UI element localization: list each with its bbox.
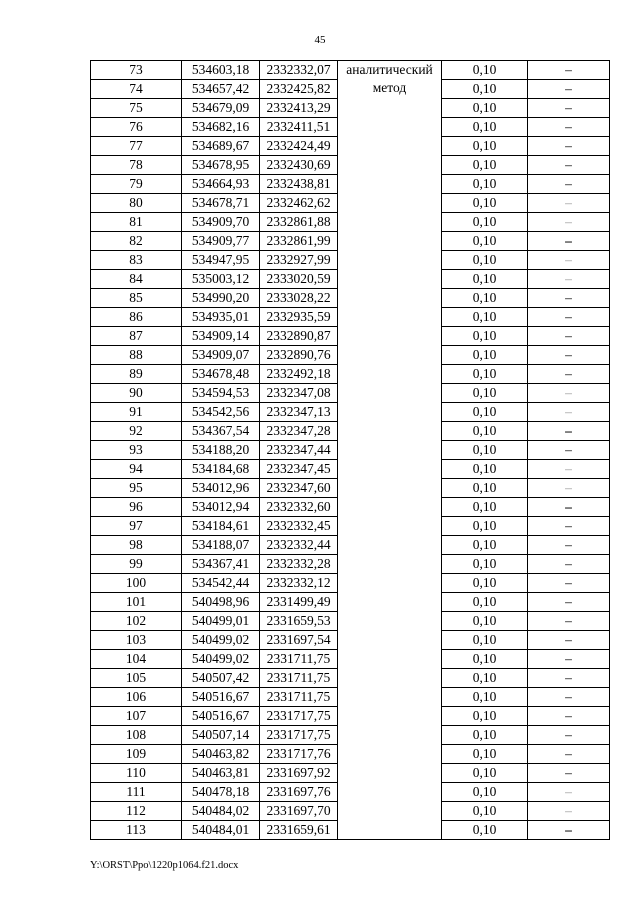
description-cell: – [528,213,610,232]
description-cell: – [528,498,610,517]
description-cell: – [528,441,610,460]
file-path-footer: Y:\ORST\Ppo\1220p1064.f21.docx [90,860,239,871]
description-cell: – [528,403,610,422]
accuracy-cell: 0,10 [442,327,528,346]
description-cell: – [528,232,610,251]
point-number-cell: 76 [91,118,182,137]
y-coordinate-cell: 2332332,45 [260,517,338,536]
accuracy-cell: 0,10 [442,650,528,669]
y-coordinate-cell: 2332438,81 [260,175,338,194]
method-cell [338,61,442,840]
x-coordinate-cell: 540498,96 [182,593,260,612]
x-coordinate-cell: 540463,82 [182,745,260,764]
accuracy-cell: 0,10 [442,593,528,612]
accuracy-cell: 0,10 [442,251,528,270]
accuracy-cell: 0,10 [442,821,528,840]
y-coordinate-cell: 2331717,75 [260,707,338,726]
y-coordinate-cell: 2331717,76 [260,745,338,764]
point-number-cell: 92 [91,422,182,441]
point-number-cell: 95 [91,479,182,498]
method-text-line: метод [372,80,407,95]
x-coordinate-cell: 540499,02 [182,650,260,669]
point-number-cell: 83 [91,251,182,270]
accuracy-cell: 0,10 [442,99,528,118]
accuracy-cell: 0,10 [442,270,528,289]
point-number-cell: 111 [91,783,182,802]
accuracy-cell: 0,10 [442,346,528,365]
table-row [91,61,610,80]
y-coordinate-cell: 2332861,88 [260,213,338,232]
x-coordinate-cell: 540516,67 [182,688,260,707]
accuracy-cell: 0,10 [442,631,528,650]
description-cell: – [528,650,610,669]
point-number-cell: 113 [91,821,182,840]
y-coordinate-cell: 2331659,61 [260,821,338,840]
point-number-cell: 109 [91,745,182,764]
x-coordinate-cell: 534367,41 [182,555,260,574]
x-coordinate-cell: 540484,02 [182,802,260,821]
point-number-cell: 74 [91,80,182,99]
description-cell: – [528,555,610,574]
x-coordinate-cell: 540507,42 [182,669,260,688]
y-coordinate-cell: 2332347,60 [260,479,338,498]
point-number-cell: 73 [91,61,182,80]
x-coordinate-cell: 534678,71 [182,194,260,213]
y-coordinate-cell: 2332332,07 [260,61,338,80]
y-coordinate-cell: 2332347,44 [260,441,338,460]
description-cell: – [528,517,610,536]
point-number-cell: 91 [91,403,182,422]
point-number-cell: 88 [91,346,182,365]
point-number-cell: 90 [91,384,182,403]
description-cell: – [528,783,610,802]
x-coordinate-cell: 534188,20 [182,441,260,460]
y-coordinate-cell: 2332413,29 [260,99,338,118]
accuracy-cell: 0,10 [442,460,528,479]
x-coordinate-cell: 540516,67 [182,707,260,726]
coordinates-table [90,60,610,840]
point-number-cell: 81 [91,213,182,232]
y-coordinate-cell: 2332430,69 [260,156,338,175]
y-coordinate-cell: 2332347,28 [260,422,338,441]
point-number-cell: 87 [91,327,182,346]
accuracy-cell: 0,10 [442,498,528,517]
description-cell: – [528,726,610,745]
x-coordinate-cell: 534657,42 [182,80,260,99]
description-cell: – [528,80,610,99]
accuracy-cell: 0,10 [442,536,528,555]
accuracy-cell: 0,10 [442,403,528,422]
x-coordinate-cell: 534990,20 [182,289,260,308]
accuracy-cell: 0,10 [442,384,528,403]
accuracy-cell: 0,10 [442,422,528,441]
y-coordinate-cell: 2331711,75 [260,650,338,669]
y-coordinate-cell: 2331697,54 [260,631,338,650]
description-cell: – [528,745,610,764]
y-coordinate-cell: 2332332,28 [260,555,338,574]
x-coordinate-cell: 534678,95 [182,156,260,175]
y-coordinate-cell: 2332890,76 [260,346,338,365]
page-number: 45 [314,34,326,46]
point-number-cell: 97 [91,517,182,536]
accuracy-cell: 0,10 [442,479,528,498]
x-coordinate-cell: 534909,77 [182,232,260,251]
y-coordinate-cell: 2331697,70 [260,802,338,821]
description-cell: – [528,631,610,650]
x-coordinate-cell: 534603,18 [182,61,260,80]
description-cell: – [528,384,610,403]
point-number-cell: 80 [91,194,182,213]
y-coordinate-cell: 2332492,18 [260,365,338,384]
x-coordinate-cell: 534012,94 [182,498,260,517]
accuracy-cell: 0,10 [442,612,528,631]
point-number-cell: 93 [91,441,182,460]
accuracy-cell: 0,10 [442,365,528,384]
accuracy-cell: 0,10 [442,441,528,460]
y-coordinate-cell: 2333028,22 [260,289,338,308]
description-cell: – [528,175,610,194]
description-cell: – [528,593,610,612]
point-number-cell: 99 [91,555,182,574]
x-coordinate-cell: 534188,07 [182,536,260,555]
x-coordinate-cell: 534184,61 [182,517,260,536]
point-number-cell: 103 [91,631,182,650]
description-cell: – [528,479,610,498]
description-cell: – [528,137,610,156]
description-cell: – [528,99,610,118]
accuracy-cell: 0,10 [442,726,528,745]
description-cell: – [528,251,610,270]
description-cell: – [528,270,610,289]
x-coordinate-cell: 534678,48 [182,365,260,384]
y-coordinate-cell: 2332935,59 [260,308,338,327]
y-coordinate-cell: 2332861,99 [260,232,338,251]
description-cell: – [528,156,610,175]
x-coordinate-cell: 534909,14 [182,327,260,346]
accuracy-cell: 0,10 [442,308,528,327]
x-coordinate-cell: 534542,44 [182,574,260,593]
x-coordinate-cell: 534909,07 [182,346,260,365]
x-coordinate-cell: 534679,09 [182,99,260,118]
point-number-cell: 89 [91,365,182,384]
point-number-cell: 112 [91,802,182,821]
point-number-cell: 79 [91,175,182,194]
y-coordinate-cell: 2333020,59 [260,270,338,289]
y-coordinate-cell: 2332411,51 [260,118,338,137]
point-number-cell: 102 [91,612,182,631]
accuracy-cell: 0,10 [442,118,528,137]
accuracy-cell: 0,10 [442,213,528,232]
description-cell: – [528,346,610,365]
accuracy-cell: 0,10 [442,783,528,802]
description-cell: – [528,669,610,688]
description-cell: – [528,308,610,327]
accuracy-cell: 0,10 [442,669,528,688]
description-cell: – [528,194,610,213]
point-number-cell: 82 [91,232,182,251]
y-coordinate-cell: 2332347,13 [260,403,338,422]
accuracy-cell: 0,10 [442,232,528,251]
y-coordinate-cell: 2332332,12 [260,574,338,593]
accuracy-cell: 0,10 [442,574,528,593]
point-number-cell: 100 [91,574,182,593]
x-coordinate-cell: 534664,93 [182,175,260,194]
method-text-line: аналитический [346,62,433,77]
x-coordinate-cell: 534542,56 [182,403,260,422]
x-coordinate-cell: 534184,68 [182,460,260,479]
point-number-cell: 77 [91,137,182,156]
y-coordinate-cell: 2332332,44 [260,536,338,555]
x-coordinate-cell: 534935,01 [182,308,260,327]
x-coordinate-cell: 540499,02 [182,631,260,650]
point-number-cell: 110 [91,764,182,783]
point-number-cell: 86 [91,308,182,327]
x-coordinate-cell: 534367,54 [182,422,260,441]
y-coordinate-cell: 2332424,49 [260,137,338,156]
point-number-cell: 101 [91,593,182,612]
description-cell: – [528,821,610,840]
description-cell: – [528,536,610,555]
accuracy-cell: 0,10 [442,137,528,156]
description-cell: – [528,612,610,631]
y-coordinate-cell: 2331711,75 [260,688,338,707]
description-cell: – [528,764,610,783]
x-coordinate-cell: 534012,96 [182,479,260,498]
description-cell: – [528,574,610,593]
accuracy-cell: 0,10 [442,175,528,194]
x-coordinate-cell: 540507,14 [182,726,260,745]
point-number-cell: 108 [91,726,182,745]
x-coordinate-cell: 534682,16 [182,118,260,137]
x-coordinate-cell: 540499,01 [182,612,260,631]
description-cell: – [528,365,610,384]
description-cell: – [528,707,610,726]
accuracy-cell: 0,10 [442,289,528,308]
y-coordinate-cell: 2331711,75 [260,669,338,688]
accuracy-cell: 0,10 [442,707,528,726]
description-cell: – [528,688,610,707]
x-coordinate-cell: 540478,18 [182,783,260,802]
point-number-cell: 96 [91,498,182,517]
y-coordinate-cell: 2332927,99 [260,251,338,270]
point-number-cell: 104 [91,650,182,669]
description-cell: – [528,61,610,80]
point-number-cell: 85 [91,289,182,308]
accuracy-cell: 0,10 [442,61,528,80]
accuracy-cell: 0,10 [442,80,528,99]
accuracy-cell: 0,10 [442,194,528,213]
y-coordinate-cell: 2331717,75 [260,726,338,745]
accuracy-cell: 0,10 [442,764,528,783]
y-coordinate-cell: 2331499,49 [260,593,338,612]
x-coordinate-cell: 540463,81 [182,764,260,783]
y-coordinate-cell: 2331659,53 [260,612,338,631]
x-coordinate-cell: 534947,95 [182,251,260,270]
y-coordinate-cell: 2331697,76 [260,783,338,802]
y-coordinate-cell: 2332890,87 [260,327,338,346]
y-coordinate-cell: 2332462,62 [260,194,338,213]
description-cell: – [528,118,610,137]
accuracy-cell: 0,10 [442,517,528,536]
point-number-cell: 84 [91,270,182,289]
description-cell: – [528,422,610,441]
point-number-cell: 105 [91,669,182,688]
point-number-cell: 107 [91,707,182,726]
accuracy-cell: 0,10 [442,802,528,821]
y-coordinate-cell: 2332425,82 [260,80,338,99]
y-coordinate-cell: 2331697,92 [260,764,338,783]
description-cell: – [528,802,610,821]
point-number-cell: 106 [91,688,182,707]
accuracy-cell: 0,10 [442,688,528,707]
x-coordinate-cell: 534909,70 [182,213,260,232]
point-number-cell: 94 [91,460,182,479]
point-number-cell: 98 [91,536,182,555]
x-coordinate-cell: 540484,01 [182,821,260,840]
y-coordinate-cell: 2332347,45 [260,460,338,479]
x-coordinate-cell: 534594,53 [182,384,260,403]
description-cell: – [528,460,610,479]
accuracy-cell: 0,10 [442,745,528,764]
accuracy-cell: 0,10 [442,555,528,574]
description-cell: – [528,289,610,308]
x-coordinate-cell: 534689,67 [182,137,260,156]
accuracy-cell: 0,10 [442,156,528,175]
description-cell: – [528,327,610,346]
y-coordinate-cell: 2332332,60 [260,498,338,517]
point-number-cell: 75 [91,99,182,118]
x-coordinate-cell: 535003,12 [182,270,260,289]
y-coordinate-cell: 2332347,08 [260,384,338,403]
point-number-cell: 78 [91,156,182,175]
